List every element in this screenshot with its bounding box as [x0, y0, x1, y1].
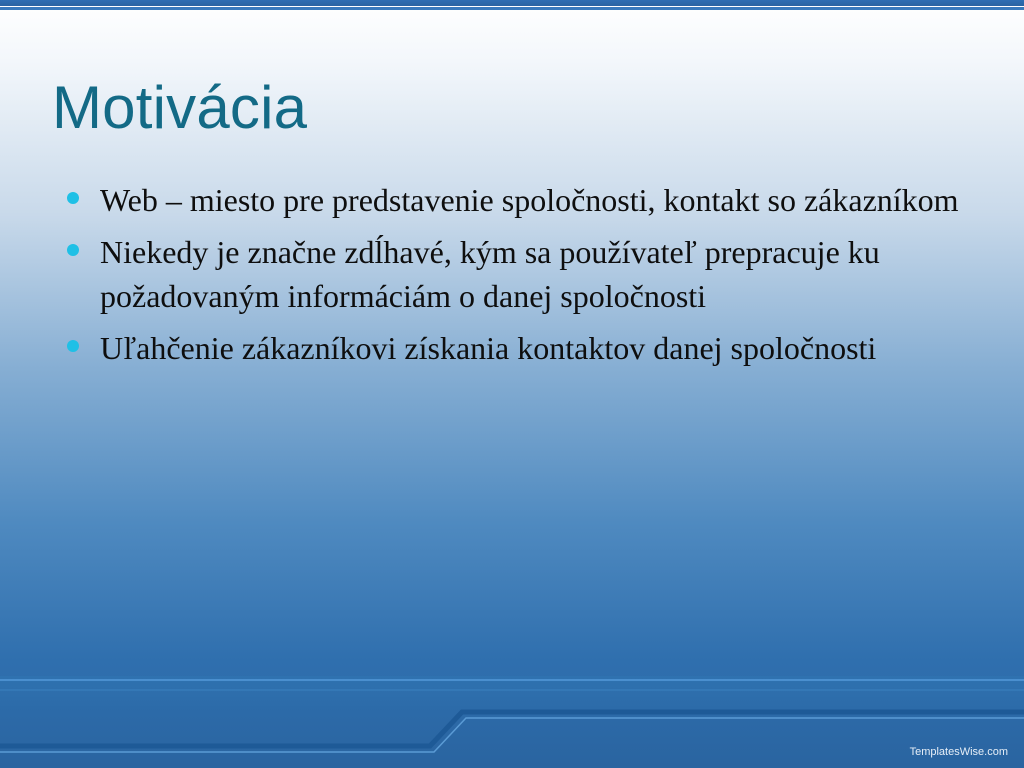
slide-title: Motivácia — [52, 74, 308, 141]
bullet-text: Uľahčenie zákazníkovi získania kontaktov danej spoločnosti — [100, 330, 877, 366]
bullet-text: Web – miesto pre predstavenie spoločnosti, kontakt so zákazníkom — [100, 182, 959, 218]
bullet-icon — [67, 340, 79, 352]
bullet-icon — [67, 244, 79, 256]
bullet-item — [64, 326, 984, 370]
bullet-text: Niekedy je značne zdĺhavé, kým sa používateľ prepracuje ku požadovaným informáciám o danej spoločnosti — [100, 234, 880, 314]
bullet-item — [64, 178, 984, 222]
brand-watermark: TemplatesWise.com — [909, 746, 1008, 758]
top-decorative-band — [0, 0, 1024, 10]
bullet-icon — [67, 192, 79, 204]
bullet-list — [64, 178, 984, 378]
footer-decorative-band — [0, 676, 1024, 768]
footer-stripes-graphic — [0, 676, 1024, 768]
bullet-item — [64, 230, 984, 318]
